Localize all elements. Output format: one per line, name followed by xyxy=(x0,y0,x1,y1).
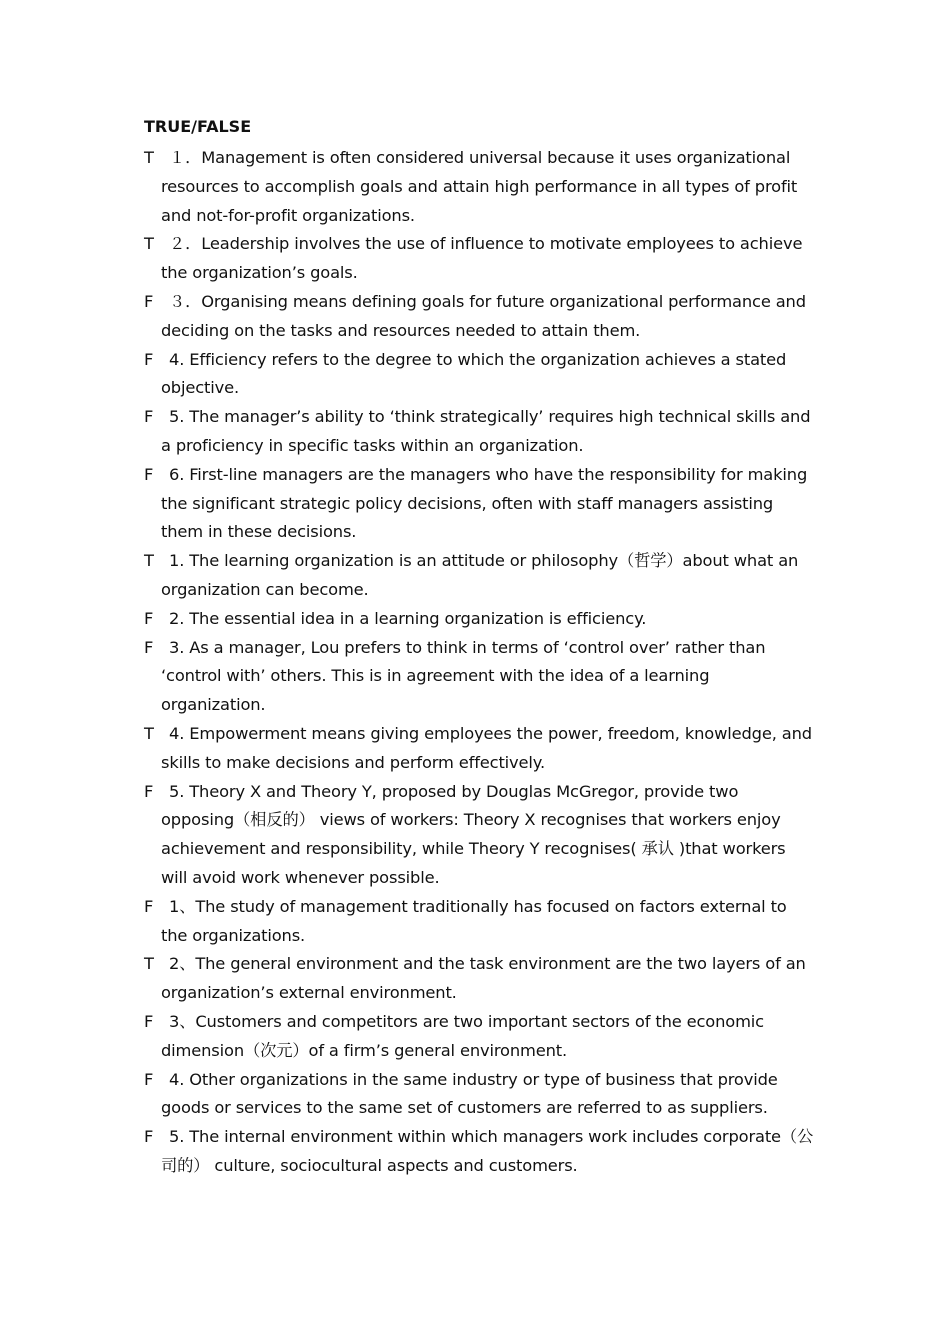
answer-label: F xyxy=(144,781,154,801)
question-item xyxy=(144,144,814,230)
question-item xyxy=(144,893,814,951)
question-item xyxy=(144,1123,814,1181)
question-item xyxy=(144,605,814,634)
question-text: １．Management is often considered universal because it uses organizational resources to accomplish goals and attain high performance in all types of profit and not-for-profit organizations. xyxy=(161,148,798,225)
answer-label: F xyxy=(144,608,154,628)
question-text: 2. The essential idea in a learning organization is efficiency. xyxy=(169,608,647,628)
question-text: 5. The manager’s ability to ‘think strategically’ requires high technical skills and a proficiency in specific tasks within an organization. xyxy=(161,407,811,455)
question-item xyxy=(144,778,814,893)
question-text: ３．Organising means defining goals for future organizational performance and deciding on the tasks and resources needed to attain them. xyxy=(161,291,806,340)
question-text: 4. Other organizations in the same industry or type of business that provide goods or services to the same set of customers are referred to as suppliers. xyxy=(161,1069,778,1118)
answer-label: F xyxy=(144,1011,154,1031)
question-item xyxy=(144,950,814,1008)
answer-label: F xyxy=(144,349,154,369)
question-item xyxy=(144,634,814,720)
question-item xyxy=(144,346,814,404)
question-item xyxy=(144,403,814,461)
question-text: 4. Empowerment means giving employees the power, freedom, knowledge, and skills to make decisions and perform effectively. xyxy=(161,723,812,772)
question-item xyxy=(144,547,814,605)
answer-label: F xyxy=(144,407,154,427)
question-item xyxy=(144,230,814,288)
answer-label: F xyxy=(144,637,154,657)
question-text: 1、The study of management traditionally has focused on factors external to the organizations. xyxy=(161,896,787,945)
question-list xyxy=(144,144,814,1181)
answer-label: F xyxy=(144,896,154,916)
question-text: 3. As a manager, Lou prefers to think in terms of ‘control over’ rather than ‘control with’ others. This is in agreement with the idea of a learning organization. xyxy=(161,637,766,715)
question-text: 6. First-line managers are the managers who have the responsibility for making the significant strategic policy decisions, often with staff managers assisting them in these decisions. xyxy=(161,464,808,542)
answer-label: T xyxy=(144,723,154,743)
answer-label: F xyxy=(144,1127,154,1147)
question-text: 5. The internal environment within which managers work includes corporate（公司的） culture, sociocultural aspects and customers. xyxy=(161,1127,814,1175)
question-item xyxy=(144,1066,814,1124)
answer-label: T xyxy=(144,954,154,974)
answer-label: F xyxy=(144,1069,154,1089)
question-text: 5. Theory X and Theory Y, proposed by Douglas McGregor, provide two opposing（相反的） views of workers: Theory X recognises that workers enjoy achievement and responsibility, while Theory Y recognises( 承认 )that workers will avoid work whenever possible. xyxy=(161,781,786,887)
question-text: 1. The learning organization is an attitude or philosophy（哲学）about what an organization can become. xyxy=(161,551,799,599)
question-item xyxy=(144,288,814,346)
answer-label: T xyxy=(144,234,154,254)
section-heading: TRUE/FALSE xyxy=(144,117,252,136)
question-item xyxy=(144,720,814,778)
question-text: 2、The general environment and the task environment are the two layers of an organization’s external environment. xyxy=(161,954,806,1003)
question-item xyxy=(144,461,814,547)
question-text: 3、Customers and competitors are two important sectors of the economic dimension（次元）of a firm’s general environment. xyxy=(161,1011,764,1060)
answer-label: T xyxy=(144,551,154,571)
answer-label: T xyxy=(144,148,154,167)
question-item xyxy=(144,1008,814,1066)
question-text: 4. Efficiency refers to the degree to which the organization achieves a stated objective. xyxy=(161,349,787,398)
answer-label: F xyxy=(144,291,154,311)
answer-label: F xyxy=(144,464,154,484)
document-page xyxy=(144,115,814,1181)
question-text: ２．Leadership involves the use of influence to motivate employees to achieve the organization’s goals. xyxy=(161,234,803,283)
